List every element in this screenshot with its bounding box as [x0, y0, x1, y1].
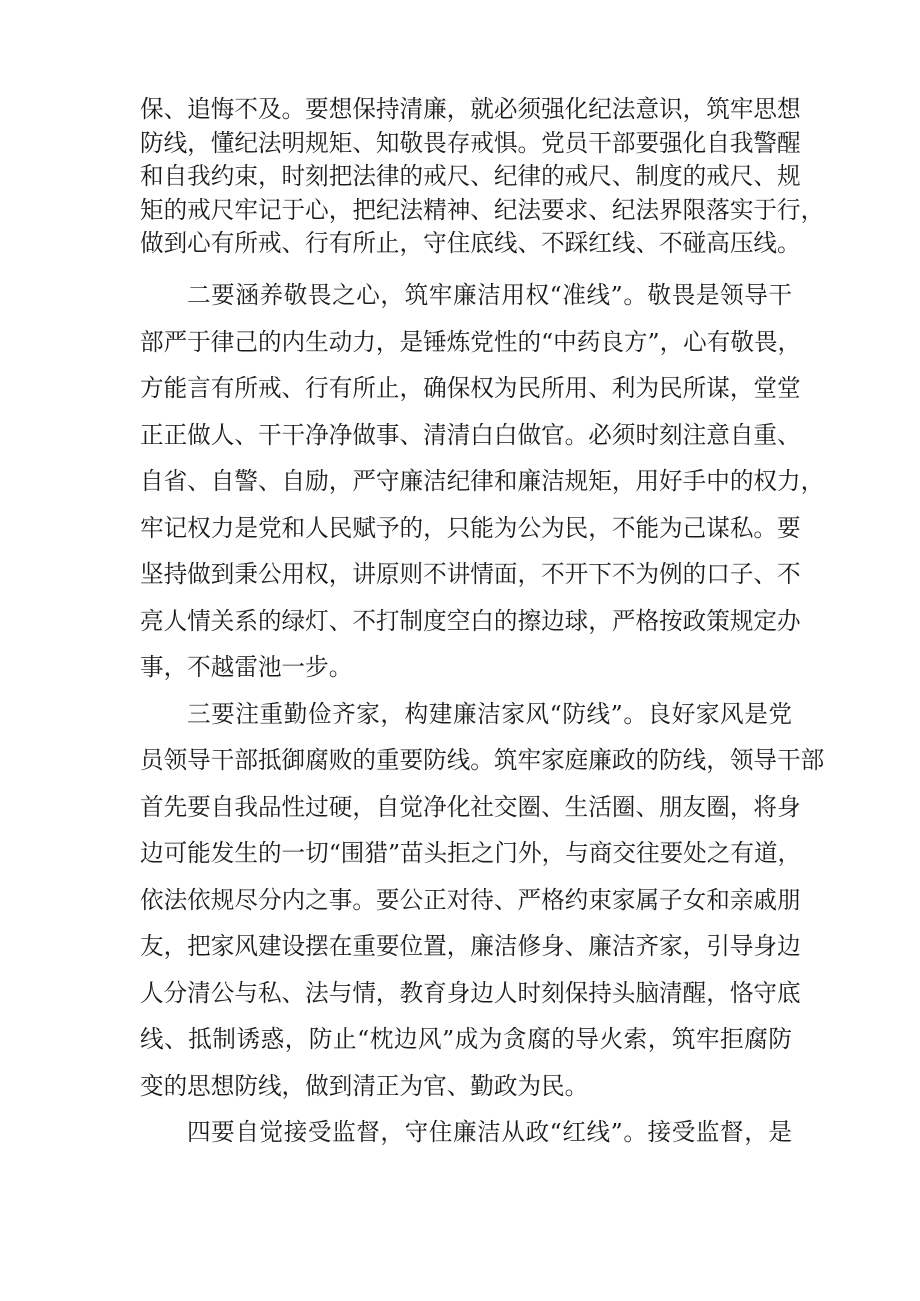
text-line: 方能言有所戒、行有所止，确保权为民所用、利为民所谋，堂堂 — [140, 374, 801, 402]
text-line: 首先要自我品性过硬，自觉净化社交圈、生活圈、朋友圈，将身 — [140, 792, 801, 821]
text-line: 变的思想防线，做到清正为官、勤政为民。 — [140, 1071, 589, 1100]
text-line: 保、追悔不及。要想保持清廉，就必须强化纪法意识，筑牢思想 — [140, 95, 801, 123]
paragraph-4 — [140, 1119, 792, 1145]
text-line: 亮人情关系的绿灯、不打制度空白的擦边球，严格按政策规定办 — [140, 606, 801, 635]
document-page — [140, 95, 825, 1166]
text-line: 事，不越雷池一步。 — [140, 653, 353, 681]
paragraph-1 — [140, 95, 825, 257]
text-line: 员领导干部抵御腐败的重要防线。筑牢家庭廉政的防线，领导干部 — [140, 746, 825, 774]
text-line: 自省、自警、自励，严守廉洁纪律和廉洁规矩，用好手中的权力， — [140, 467, 825, 495]
text-line: 防线，懂纪法明规矩、知敬畏存戒惧。党员干部要强化自我警醒 — [140, 128, 801, 157]
text-line: 四要自觉接受监督，守住廉洁从政“红线”。接受监督，是 — [187, 1118, 792, 1146]
text-line: 做到心有所戒、行有所止，守住底线、不踩红线、不碰高压线。 — [140, 229, 801, 257]
text-line: 友，把家风建设摆在重要位置，廉洁修身、廉洁齐家，引导身边 — [140, 932, 801, 960]
text-line: 牢记权力是党和人民赋予的，只能为公为民，不能为己谋私。要 — [140, 513, 801, 542]
text-line: 和自我约束，时刻把法律的戒尺、纪律的戒尺、制度的戒尺、规 — [140, 162, 801, 190]
paragraph-3 — [140, 699, 825, 1100]
text-line: 人分清公与私、法与情，教育身边人时刻保持头脑清醒，恪守底 — [140, 978, 801, 1007]
text-line: 依法依规尽分内之事。要公正对待、严格约束家属子女和亲戚朋 — [140, 885, 801, 914]
paragraph-2 — [140, 281, 825, 681]
text-line: 正正做人、干干净净做事、清清白白做官。必须时刻注意自重、 — [140, 420, 801, 449]
text-line: 坚持做到秉公用权，讲原则不讲情面，不开下不为例的口子、不 — [140, 560, 801, 588]
text-line: 边可能发生的一切“围猎”苗头拒之门外，与商交往要处之有道， — [140, 839, 802, 867]
text-line: 三要注重勤俭齐家，构建廉洁家风“防线”。良好家风是党 — [187, 699, 792, 728]
text-line: 部严于律己的内生动力，是锤炼党性的“中药良方”，心有敬畏， — [140, 327, 802, 356]
text-line: 二要涵养敬畏之心，筑牢廉洁用权“准线”。敬畏是领导干 — [187, 281, 792, 309]
text-line: 矩的戒尺牢记于心，把纪法精神、纪法要求、纪法界限落实于行， — [140, 195, 825, 224]
text-line: 线、抵制诱惑，防止“枕边风”成为贪腐的导火索，筑牢拒腐防 — [140, 1025, 792, 1053]
